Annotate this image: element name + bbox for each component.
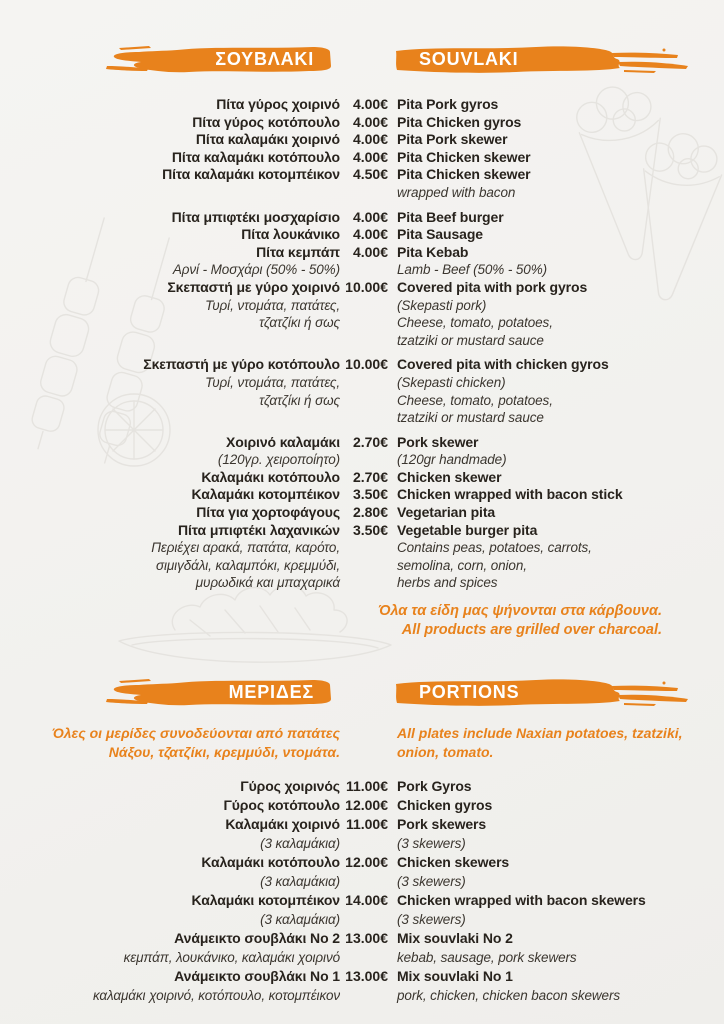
- english-cell: [388, 469, 724, 487]
- item-price: 10.00€: [345, 278, 388, 295]
- item-price: 2.70€: [352, 468, 388, 485]
- item-description-greek: (3 καλαμάκια): [260, 836, 340, 852]
- item-name-english: Mix souvlaki No 2: [397, 930, 513, 947]
- item-price: 12.00€: [345, 797, 388, 814]
- greek-cell: [0, 244, 340, 279]
- item-name-english: Pita Chicken skewer: [397, 148, 531, 165]
- item-description-english: kebab, sausage, pork skewers: [397, 950, 577, 966]
- menu-item-row: [0, 279, 724, 349]
- item-name-english: Chicken skewers: [397, 854, 510, 871]
- menu-group: [0, 209, 724, 350]
- greek-cell: [0, 853, 340, 891]
- item-description-greek: Αρνί - Μοσχάρι (50% - 50%): [172, 262, 340, 278]
- menu-group: [0, 96, 724, 202]
- item-description-english: Lamb - Beef (50% - 50%): [397, 262, 548, 278]
- english-cell: [388, 522, 724, 592]
- item-name-greek: Καλαμάκι κοτομπέικον: [191, 486, 340, 503]
- item-name-greek: Πίτα μπιφτέκι μοσχαρίσιο: [171, 208, 340, 225]
- english-cell: [388, 96, 724, 114]
- item-price: 10.00€: [345, 356, 388, 373]
- item-description-english: (Skepasti chicken): [397, 374, 506, 390]
- item-name-greek: Πίτα για χορτοφάγους: [196, 504, 340, 521]
- greek-cell: [0, 486, 340, 504]
- english-cell: [388, 209, 724, 227]
- item-description-english: pork, chicken, chicken bacon skewers: [397, 988, 621, 1004]
- menu-item-row: [0, 891, 724, 929]
- item-name-greek: Χοιρινό καλαμάκι: [226, 433, 340, 450]
- item-name-greek: Ανάμεικτο σουβλάκι No 2: [174, 930, 340, 947]
- greek-cell: [0, 279, 340, 349]
- item-name-greek: Ανάμεικτο σουβλάκι No 1: [174, 968, 340, 985]
- item-description-greek: Τυρί, ντομάτα, πατάτες,: [205, 297, 340, 313]
- item-price: 4.00€: [352, 131, 388, 148]
- item-description-greek: μυρωδικά και μπαχαρικά: [195, 575, 340, 591]
- item-name-english: Chicken wrapped with bacon stick: [397, 486, 623, 503]
- greek-cell: [0, 796, 340, 815]
- item-description-greek: (3 καλαμάκια): [260, 874, 340, 890]
- greek-cell: [0, 149, 340, 167]
- menu-item-row: [0, 504, 724, 522]
- menu-item-row: [0, 434, 724, 469]
- item-description-english: (120gr handmade): [397, 452, 507, 468]
- item-name-english: Pork skewer: [397, 433, 479, 450]
- intro-spacer: [340, 724, 388, 762]
- greek-cell: [0, 114, 340, 132]
- item-name-greek: Καλαμάκι χοιρινό: [225, 816, 340, 833]
- menu-item-row: [0, 967, 724, 1005]
- item-name-english: Mix souvlaki No 1: [397, 968, 513, 985]
- item-name-english: Pita Sausage: [397, 226, 483, 243]
- item-description-greek: τζατζίκι ή σως: [259, 392, 340, 408]
- menu-item-row: [0, 209, 724, 227]
- item-name-english: Chicken skewer: [397, 468, 502, 485]
- english-cell: [388, 777, 724, 796]
- item-name-greek: Πίτα λουκάνικο: [241, 226, 340, 243]
- item-description-english: (3 skewers): [397, 912, 466, 928]
- english-cell: [388, 279, 724, 349]
- item-description-english: (Skepasti pork): [397, 297, 487, 313]
- english-cell: [388, 226, 724, 244]
- item-description-english: Cheese, tomato, potatoes,: [397, 315, 553, 331]
- item-name-english: Vegetable burger pita: [397, 521, 538, 538]
- greek-cell: [0, 929, 340, 967]
- greek-cell: [0, 131, 340, 149]
- item-name-greek: Πίτα γύρος χοιρινό: [216, 96, 340, 112]
- item-name-greek: Πίτα κεμπάπ: [256, 243, 340, 260]
- item-description-english: herbs and spices: [397, 575, 498, 591]
- menu-item-row: [0, 356, 724, 426]
- menu-item-row: [0, 486, 724, 504]
- charcoal-note-english: All products are grilled over charcoal.: [401, 622, 662, 639]
- english-cell: [388, 929, 724, 967]
- item-price: 4.50€: [352, 166, 388, 183]
- item-name-english: Pita Pork gyros: [397, 96, 499, 112]
- menu-item-row: [0, 796, 724, 815]
- greek-cell: [0, 166, 340, 201]
- item-price: 3.50€: [352, 486, 388, 503]
- item-name-greek: Πίτα καλαμάκι κοτομπέικον: [162, 166, 340, 183]
- item-description-greek: Τυρί, ντομάτα, πατάτες,: [205, 374, 340, 390]
- item-price: 3.50€: [352, 521, 388, 538]
- english-cell: [388, 356, 724, 426]
- english-cell: [388, 486, 724, 504]
- item-name-greek: Πίτα καλαμάκι κοτόπουλο: [171, 148, 340, 165]
- item-name-greek: Γύρος χοιρινός: [240, 778, 340, 795]
- item-name-greek: Πίτα γύρος κοτόπουλο: [192, 113, 340, 130]
- item-name-greek: Πίτα μπιφτέκι λαχανικών: [177, 521, 340, 538]
- item-name-greek: Καλαμάκι κοτόπουλο: [201, 468, 340, 485]
- greek-cell: [0, 434, 340, 469]
- item-description-english: tzatziki or mustard sauce: [397, 332, 544, 348]
- item-price: 2.80€: [352, 504, 388, 521]
- item-price: 11.00€: [345, 778, 388, 795]
- section-title-greek: ΜΕΡΙΔΕΣ: [228, 681, 314, 702]
- item-description-english: tzatziki or mustard sauce: [397, 410, 544, 426]
- english-cell: [388, 967, 724, 1005]
- menu-group: [0, 356, 724, 426]
- item-name-english: Covered pita with pork gyros: [397, 278, 588, 295]
- item-name-english: Pork skewers: [397, 816, 487, 833]
- item-name-greek: Γύρος κοτόπουλο: [223, 797, 340, 814]
- greek-cell: [0, 504, 340, 522]
- item-description-english: (3 skewers): [397, 874, 466, 890]
- item-price: 4.00€: [352, 226, 388, 243]
- menu-item-row: [0, 929, 724, 967]
- intro-line: All plates include Naxian potatoes, tzatziki,: [397, 725, 683, 742]
- menu-item-row: [0, 244, 724, 279]
- menu-item-row: [0, 469, 724, 487]
- item-description-greek: Περιέχει αρακά, πατάτα, καρότο,: [151, 540, 340, 556]
- english-cell: [388, 149, 724, 167]
- item-price: 14.00€: [345, 892, 388, 909]
- item-name-english: Pork Gyros: [397, 778, 472, 795]
- item-name-english: Pita Pork skewer: [397, 131, 508, 148]
- item-description-english: Contains peas, potatoes, carrots,: [397, 540, 592, 556]
- item-name-greek: Σκεπαστή με γύρο χοιρινό: [167, 278, 340, 295]
- section-title-english: SOUVLAKI: [419, 48, 519, 69]
- english-cell: [388, 891, 724, 929]
- item-price: 13.00€: [345, 930, 388, 947]
- section-title-english: PORTIONS: [419, 681, 520, 702]
- intro-line: Όλες οι μερίδες συνοδεύονται από πατάτες: [51, 725, 340, 742]
- section-title-greek: ΣΟΥΒΛΑΚΙ: [215, 48, 314, 69]
- item-price: 4.00€: [352, 208, 388, 225]
- brush-stroke-banner: [394, 44, 690, 74]
- item-price: 4.00€: [352, 148, 388, 165]
- english-cell: [388, 166, 724, 201]
- item-name-greek: Πίτα καλαμάκι χοιρινό: [195, 131, 340, 148]
- greek-cell: [0, 522, 340, 592]
- portions-intro-note: [0, 724, 724, 762]
- item-name-english: Vegetarian pita: [397, 504, 496, 521]
- menu-item-row: [0, 166, 724, 201]
- item-description-english: semolina, corn, onion,: [397, 557, 527, 573]
- item-description-greek: κεμπάπ, λουκάνικο, καλαμάκι χοιρινό: [123, 950, 340, 966]
- portions-intro-english: [388, 724, 724, 762]
- item-price: 4.00€: [352, 113, 388, 130]
- menu-item-row: [0, 114, 724, 132]
- greek-cell: [0, 891, 340, 929]
- intro-line: onion, tomato.: [397, 744, 494, 761]
- menu-item-row: [0, 96, 724, 114]
- greek-cell: [0, 815, 340, 853]
- greek-cell: [0, 226, 340, 244]
- item-name-greek: Καλαμάκι κοτόπουλο: [201, 854, 340, 871]
- souvlaki-menu-list: [0, 96, 724, 592]
- english-cell: [388, 853, 724, 891]
- item-name-english: Chicken gyros: [397, 797, 493, 814]
- menu-item-row: [0, 131, 724, 149]
- menu-item-row: [0, 815, 724, 853]
- item-price: 13.00€: [345, 968, 388, 985]
- english-cell: [388, 796, 724, 815]
- charcoal-note: [0, 602, 724, 640]
- section-portions-headers: [0, 677, 724, 707]
- portions-intro-greek: [0, 724, 340, 762]
- charcoal-note-greek: Όλα τα είδη μας ψήνονται στα κάρβουνα.: [378, 603, 662, 620]
- english-cell: [388, 114, 724, 132]
- item-description-greek: καλαμάκι χοιρινό, κοτόπουλο, κοτομπέικον: [92, 988, 340, 1004]
- greek-cell: [0, 209, 340, 227]
- greek-cell: [0, 356, 340, 426]
- intro-line: Νάξου, τζατζίκι, κρεμμύδι, ντομάτα.: [108, 744, 340, 761]
- item-description-greek: τζατζίκι ή σως: [259, 315, 340, 331]
- item-description-english: (3 skewers): [397, 836, 466, 852]
- item-name-english: Pita Kebab: [397, 243, 469, 260]
- brush-stroke-banner: [103, 677, 331, 707]
- item-name-greek: Καλαμάκι κοτομπέικον: [191, 892, 340, 909]
- menu-group: [0, 434, 724, 592]
- item-name-greek: Σκεπαστή με γύρο κοτόπουλο: [143, 356, 340, 373]
- item-price: 4.00€: [352, 243, 388, 260]
- item-description-english: Cheese, tomato, potatoes,: [397, 392, 553, 408]
- item-price: 11.00€: [345, 816, 388, 833]
- section-souvlaki-headers: [0, 44, 724, 74]
- item-price: 4.00€: [352, 96, 388, 112]
- item-price: 2.70€: [352, 433, 388, 450]
- menu-item-row: [0, 853, 724, 891]
- greek-cell: [0, 967, 340, 1005]
- item-name-english: Pita Chicken gyros: [397, 113, 522, 130]
- item-name-english: Pita Beef burger: [397, 208, 504, 225]
- brush-stroke-banner: [103, 44, 331, 74]
- menu-item-row: [0, 777, 724, 796]
- item-description-greek: (3 καλαμάκια): [260, 912, 340, 928]
- item-description-greek: σιμιγδάλι, καλαμπόκι, κρεμμύδι,: [155, 557, 340, 573]
- greek-cell: [0, 469, 340, 487]
- english-cell: [388, 131, 724, 149]
- menu-item-row: [0, 522, 724, 592]
- item-name-english: Chicken wrapped with bacon skewers: [397, 892, 646, 909]
- menu-group: [0, 777, 724, 1005]
- item-description-english: wrapped with bacon: [397, 184, 516, 200]
- greek-cell: [0, 777, 340, 796]
- english-cell: [388, 504, 724, 522]
- item-description-greek: (120γρ. χειροποίητο): [217, 452, 340, 468]
- english-cell: [388, 244, 724, 279]
- greek-cell: [0, 96, 340, 114]
- english-cell: [388, 815, 724, 853]
- brush-stroke-banner: [394, 677, 690, 707]
- portions-menu-list: [0, 777, 724, 1005]
- item-price: 12.00€: [345, 854, 388, 871]
- english-cell: [388, 434, 724, 469]
- menu-item-row: [0, 226, 724, 244]
- menu-item-row: [0, 149, 724, 167]
- item-name-english: Pita Chicken skewer: [397, 166, 531, 183]
- item-name-english: Covered pita with chicken gyros: [397, 356, 609, 373]
